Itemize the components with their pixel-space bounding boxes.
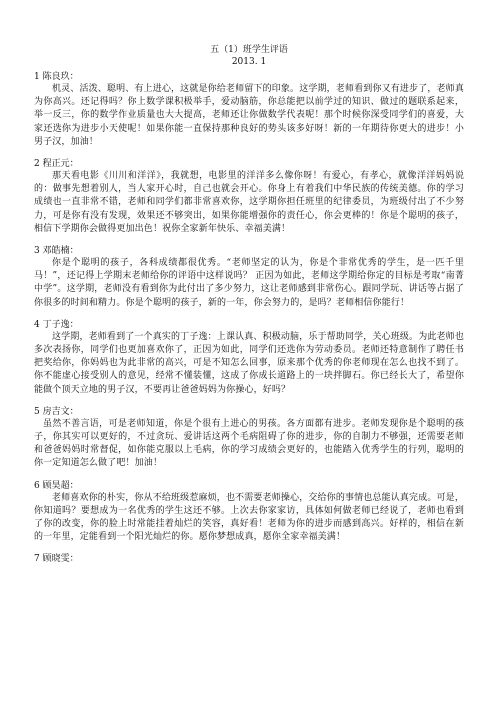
student-comment: 虽然不善言语，可是老师知道，你是个很有上进心的男孩。各方面都有进步。老师发现你是个聪明的孩子，你其实可以更好的，不过贪玩、爱讲话这两个毛病阻碍了你的进步，你的自制力不够强，还需要老师和爸爸妈妈时常督促，如你能克服以上毛病，你的学习成绩会更好的，也能踏入优秀学生的行列，聪明的你一定知道怎么做了吧！加油！	[34, 418, 464, 469]
student-name: 3 邓皓楠：	[34, 246, 79, 257]
student-entry	[34, 406, 464, 471]
student-name: 6 顾昊超：	[34, 480, 79, 491]
student-comment: 你是个聪明的孩子，各科成绩都很优秀。“老师坚定的认为，你是个非常优秀的学生，是一匹千里马！”，还记得上学期末老师给你的评语中这样说吗？ 正因为如此，老师这学期给你定的目标是考取“南菁中学”。这学期，老师没有看到你为此付出了多少努力，这让老师感到非常伤心。跟同学玩、讲话等占据了你很多的时间和精力。你是个聪明的孩子，新的一年，你会努力的，是吗？老师相信你能行！	[34, 258, 464, 308]
document-title: 五（1）班学生评语	[210, 45, 288, 55]
student-name: 2 程正元：	[34, 159, 79, 170]
student-entry	[34, 553, 464, 565]
student-comment: 老师喜欢你的朴实，你从不给班级惹麻烦，也不需要老师操心，交给你的事情也总能认真完成。可是，你知道吗？要想成为一名优秀的学生这还不够。上次去你家家访，具体如何做老师已经说了，老师也看到了你的改变，你的脸上时常能挂着灿烂的笑容，真好看！老师为你的进步而感到高兴。好样的，相信在新的一年里，定能看到一个阳光灿烂的你。愿你梦想成真，愿你全家幸福美满！	[34, 492, 464, 543]
student-entry	[34, 319, 464, 397]
student-entry	[34, 480, 464, 545]
student-entry	[34, 158, 464, 236]
student-name: 4 丁子逸：	[34, 319, 79, 330]
document-date: 2013. 1	[231, 57, 267, 67]
student-comment: 那天看电影《川川和洋洋》，我就想，电影里的洋洋多么像你呀！有爱心，有孝心，就像洋洋妈妈说的：做事先想着别人，当人家开心时，自己也就会开心。你身上有着我们中华民族的传统美德。你的学习成绩也一直非常不错，老师和同学们都非常喜欢你，这学期你担任班里的纪律委员，为班级付出了不少努力，可是你有没有发现，效果还不够突出，如果你能增强你的责任心，你会更棒的！你是个聪明的孩子，相信下学期你会做得更加出色！祝你全家新年快乐、幸福美满！	[34, 171, 464, 234]
student-entry	[34, 245, 464, 310]
student-name: 5 房吉文：	[34, 406, 79, 417]
student-comment: 机灵、活泼、聪明、有上进心，这就是你给老师留下的印象。这学期，老师看到你又有进步了，老师真为你高兴。还记得吗？你上数学课积极举手，爱动脑筋，你总能把以前学过的知识、做过的题联系起来，举一反三，你的数学作业质量也大大提高，老师还让你做数学代表呢！那个时候你深受同学们的喜爱，大家还选你为进步小天使呢！如果你能一直保持那种良好的势头该多好呀！新的一年期待你更大的进步！小男子汉，加油！	[34, 84, 464, 147]
student-name: 1 陈良玖：	[34, 72, 79, 82]
student-comment: 这学期，老师看到了一个真实的丁子逸：上课认真、积极动脑，乐于帮助同学，关心班级。为此老师也多次表扬你，同学们也更加喜欢你了，正因为如此，同学们还选你为劳动委员。老师还特意制作了聘任书把奖给你，你妈妈也为此非常的高兴，可是不知怎么回事，原来那个优秀的你老师现在怎么也找不到了。你不能虚心接受别人的意见，经常不懂装懂，这成了你成长道路上的一块拌脚石。你已经长大了，希望你能做个顶天立地的男子汉，不要再让爸爸妈妈为你操心，好吗？	[34, 331, 464, 395]
student-entry	[34, 71, 464, 149]
student-name: 7 顾晓雯：	[34, 554, 79, 565]
